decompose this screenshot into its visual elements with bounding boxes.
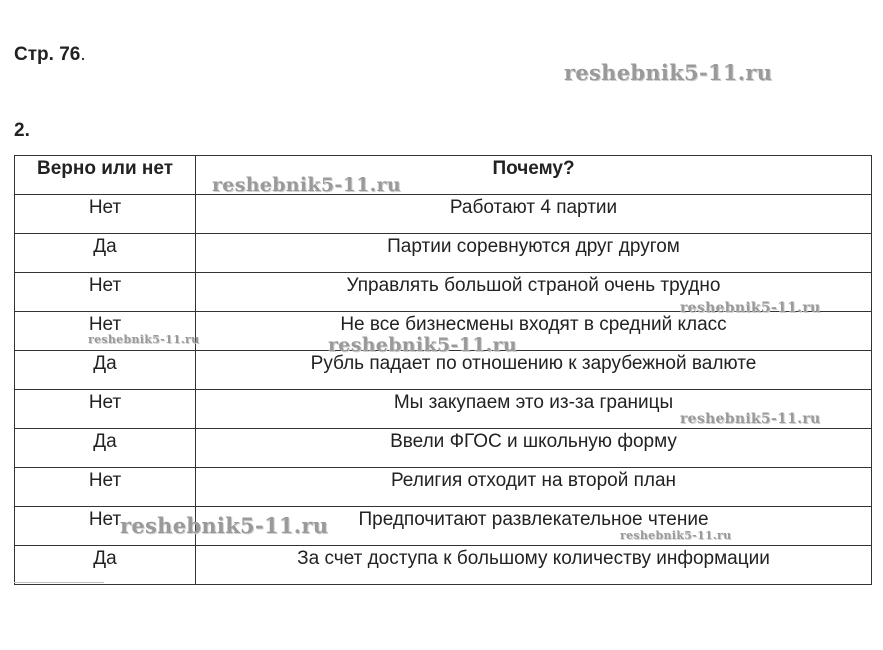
verdict-cell: Да [15,351,196,390]
table-row [15,546,872,585]
watermark: reshebnik5-11.ru [680,300,821,316]
watermark: reshebnik5-11.ru [88,333,200,346]
table-row [15,429,872,468]
reason-cell: Управлять большой страной очень трудно [196,273,872,312]
verdict-cell: Да [15,234,196,273]
verdict-cell: Нет [15,507,196,546]
reason-cell: Ввели ФГОС и школьную форму [196,429,872,468]
verdict-cell: Да [15,429,196,468]
watermark: reshebnik5-11.ru [620,529,732,542]
page-label: Стр. 76 [14,44,81,65]
table-row [15,234,872,273]
table-row [15,351,872,390]
watermark: reshebnik5-11.ru [120,513,329,538]
page-header [14,44,86,66]
watermark: reshebnik5-11.ru [564,60,773,85]
reason-cell: Религия отходит на второй план [196,468,872,507]
reason-cell: Не все бизнесмены входят в средний класс [196,312,872,351]
watermark: reshebnik5-11.ru [680,411,821,427]
table-header-row [15,156,872,195]
verdict-cell: Да [15,546,196,585]
table-row [15,468,872,507]
bottom-divider [14,582,104,583]
reason-cell: Предпочитают развлекательное чтение [196,507,872,546]
verdict-cell: Нет [15,195,196,234]
table-row [15,195,872,234]
verdict-cell: Нет [15,390,196,429]
column-header-reason: Почему? [196,156,872,195]
reason-cell: Рубль падает по отношению к зарубежной валюте [196,351,872,390]
verdict-cell: Нет [15,468,196,507]
page-label-dot: . [80,44,86,65]
column-header-verdict: Верно или нет [15,156,196,195]
reason-cell: Работают 4 партии [196,195,872,234]
task-number: 2. [14,120,30,141]
watermark: reshebnik5-11.ru [328,334,517,356]
reason-cell: Партии соревнуются друг другом [196,234,872,273]
watermark: reshebnik5-11.ru [212,174,401,196]
reason-cell: За счет доступа к большому количеству информации [196,546,872,585]
verdict-cell: Нет [15,312,196,351]
reason-cell: Мы закупаем это из-за границы [196,390,872,429]
verdict-cell: Нет [15,273,196,312]
